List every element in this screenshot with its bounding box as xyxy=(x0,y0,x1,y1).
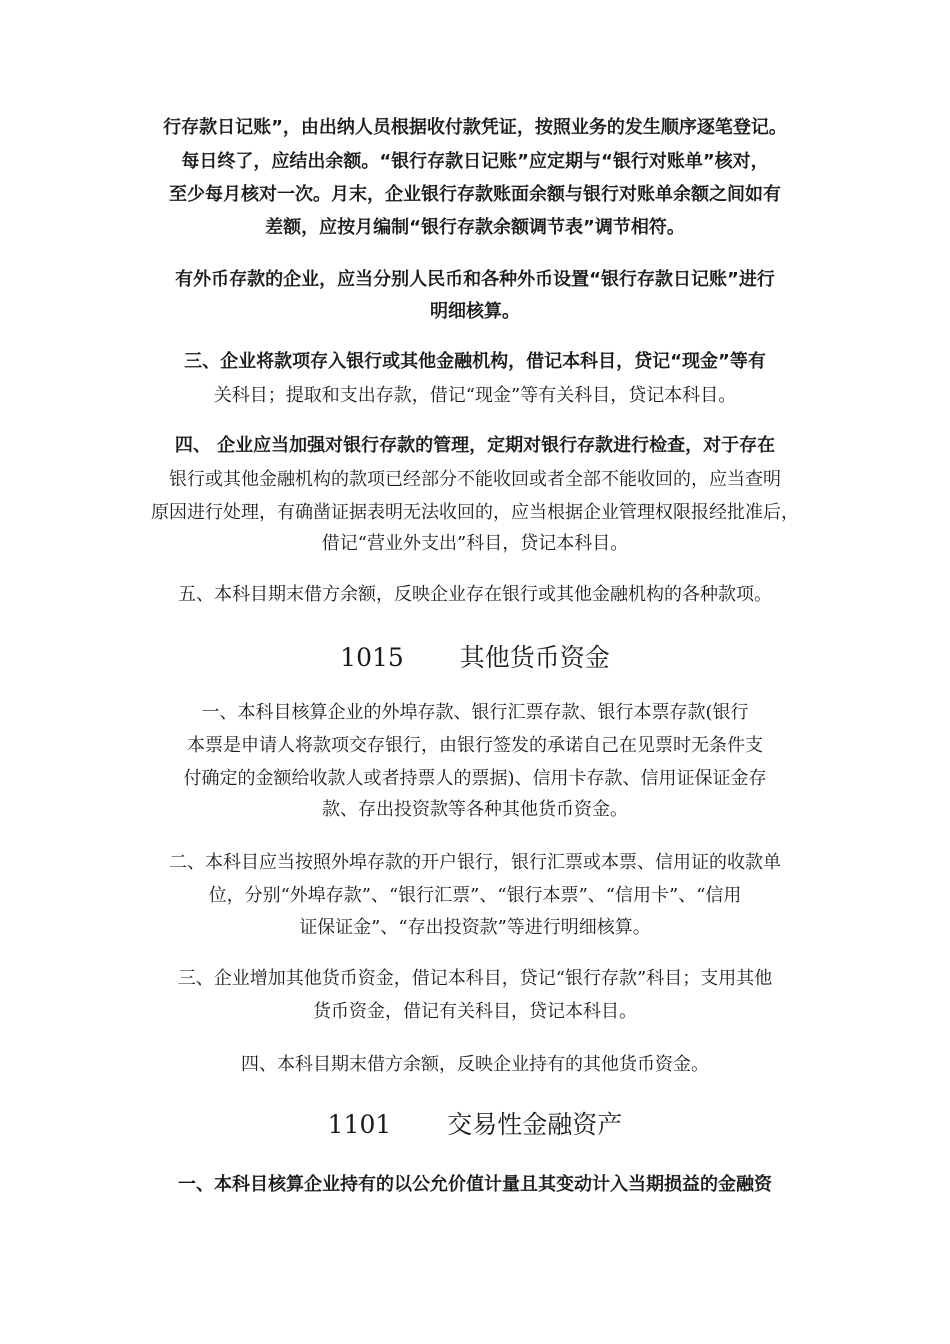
paragraph-line: 借记“营业外支出”科目，贷记本科目。 xyxy=(321,533,629,554)
paragraph-line: 二、本科目应当按照外埠存款的开户银行，银行汇票或本票、信用证的收款单 xyxy=(169,852,781,873)
account-code: 1101 xyxy=(327,1110,392,1139)
paragraph-line: 款、存出投资款等各种其他货币资金。 xyxy=(322,799,628,820)
paragraph-line: 位，分别“外埠存款”、“银行汇票”、“银行本票”、“信用卡”、“信用 xyxy=(208,885,742,906)
section-heading xyxy=(120,1105,830,1145)
account-code: 1015 xyxy=(340,643,404,672)
paragraph-line: 一、本科目核算企业持有的以公允价值计量且其变动计入当期损益的金融资 xyxy=(178,1174,772,1195)
paragraph-line: 明细核算。 xyxy=(430,301,520,322)
paragraph-line: 证保证金”、“存出投资款”等进行明细核算。 xyxy=(299,917,651,938)
account-title: 交易性金融资产 xyxy=(447,1110,623,1139)
paragraph-line: 三、企业将款项存入银行或其他金融机构，借记本科目，贷记“现金”等有 xyxy=(184,351,766,372)
paragraph-line: 三、企业增加其他货币资金，借记本科目，贷记“银行存款”科目；支用其他 xyxy=(177,968,773,989)
paragraph-line: 有外币存款的企业，应当分别人民币和各种外币设置“银行存款日记账”进行 xyxy=(175,269,775,290)
paragraph-line: 一、本科目核算企业的外埠存款、银行汇票存款、银行本票存款(银行 xyxy=(201,702,749,723)
paragraph-line: 五、本科目期末借方余额，反映企业存在银行或其他金融机构的各种款项。 xyxy=(178,584,772,605)
paragraph-line: 关科目；提取和支出存款，借记“现金”等有关科目，贷记本科目。 xyxy=(213,385,737,406)
paragraph-line: 四、本科目期末借方余额，反映企业持有的其他货币资金。 xyxy=(241,1054,709,1075)
section-heading xyxy=(120,638,830,678)
paragraph-line: 付确定的金额给收款人或者持票人的票据)、信用卡存款、信用证保证金存 xyxy=(183,768,767,789)
account-title: 其他货币资金 xyxy=(459,643,610,672)
paragraph-line: 差额，应按月编制“银行存款余额调节表”调节相符。 xyxy=(265,217,685,238)
paragraph-line: 原因进行处理，有确凿证据表明无法收回的，应当根据企业管理权限报经批准后， xyxy=(151,502,799,523)
paragraph-line: 四、 企业应当加强对银行存款的管理，定期对银行存款进行检查，对于存在 xyxy=(174,435,776,456)
paragraph-line: 本票是申请人将款项交存银行，由银行签发的承诺自己在见票时无条件支 xyxy=(187,735,763,756)
paragraph-line: 至少每月核对一次。月末，企业银行存款账面余额与银行对账单余额之间如有 xyxy=(169,184,781,205)
paragraph-line: 货币资金，借记有关科目，贷记本科目。 xyxy=(313,1001,637,1022)
paragraph-line: 行存款日记账”，由出纳人员根据收付款凭证，按照业务的发生顺序逐笔登记。 xyxy=(163,117,787,138)
paragraph-line: 每日终了，应结出余额。“银行存款日记账”应定期与“银行对账单”核对， xyxy=(181,151,769,172)
paragraph-line: 银行或其他金融机构的款项已经部分不能收回或者全部不能收回的，应当查明 xyxy=(169,469,781,490)
